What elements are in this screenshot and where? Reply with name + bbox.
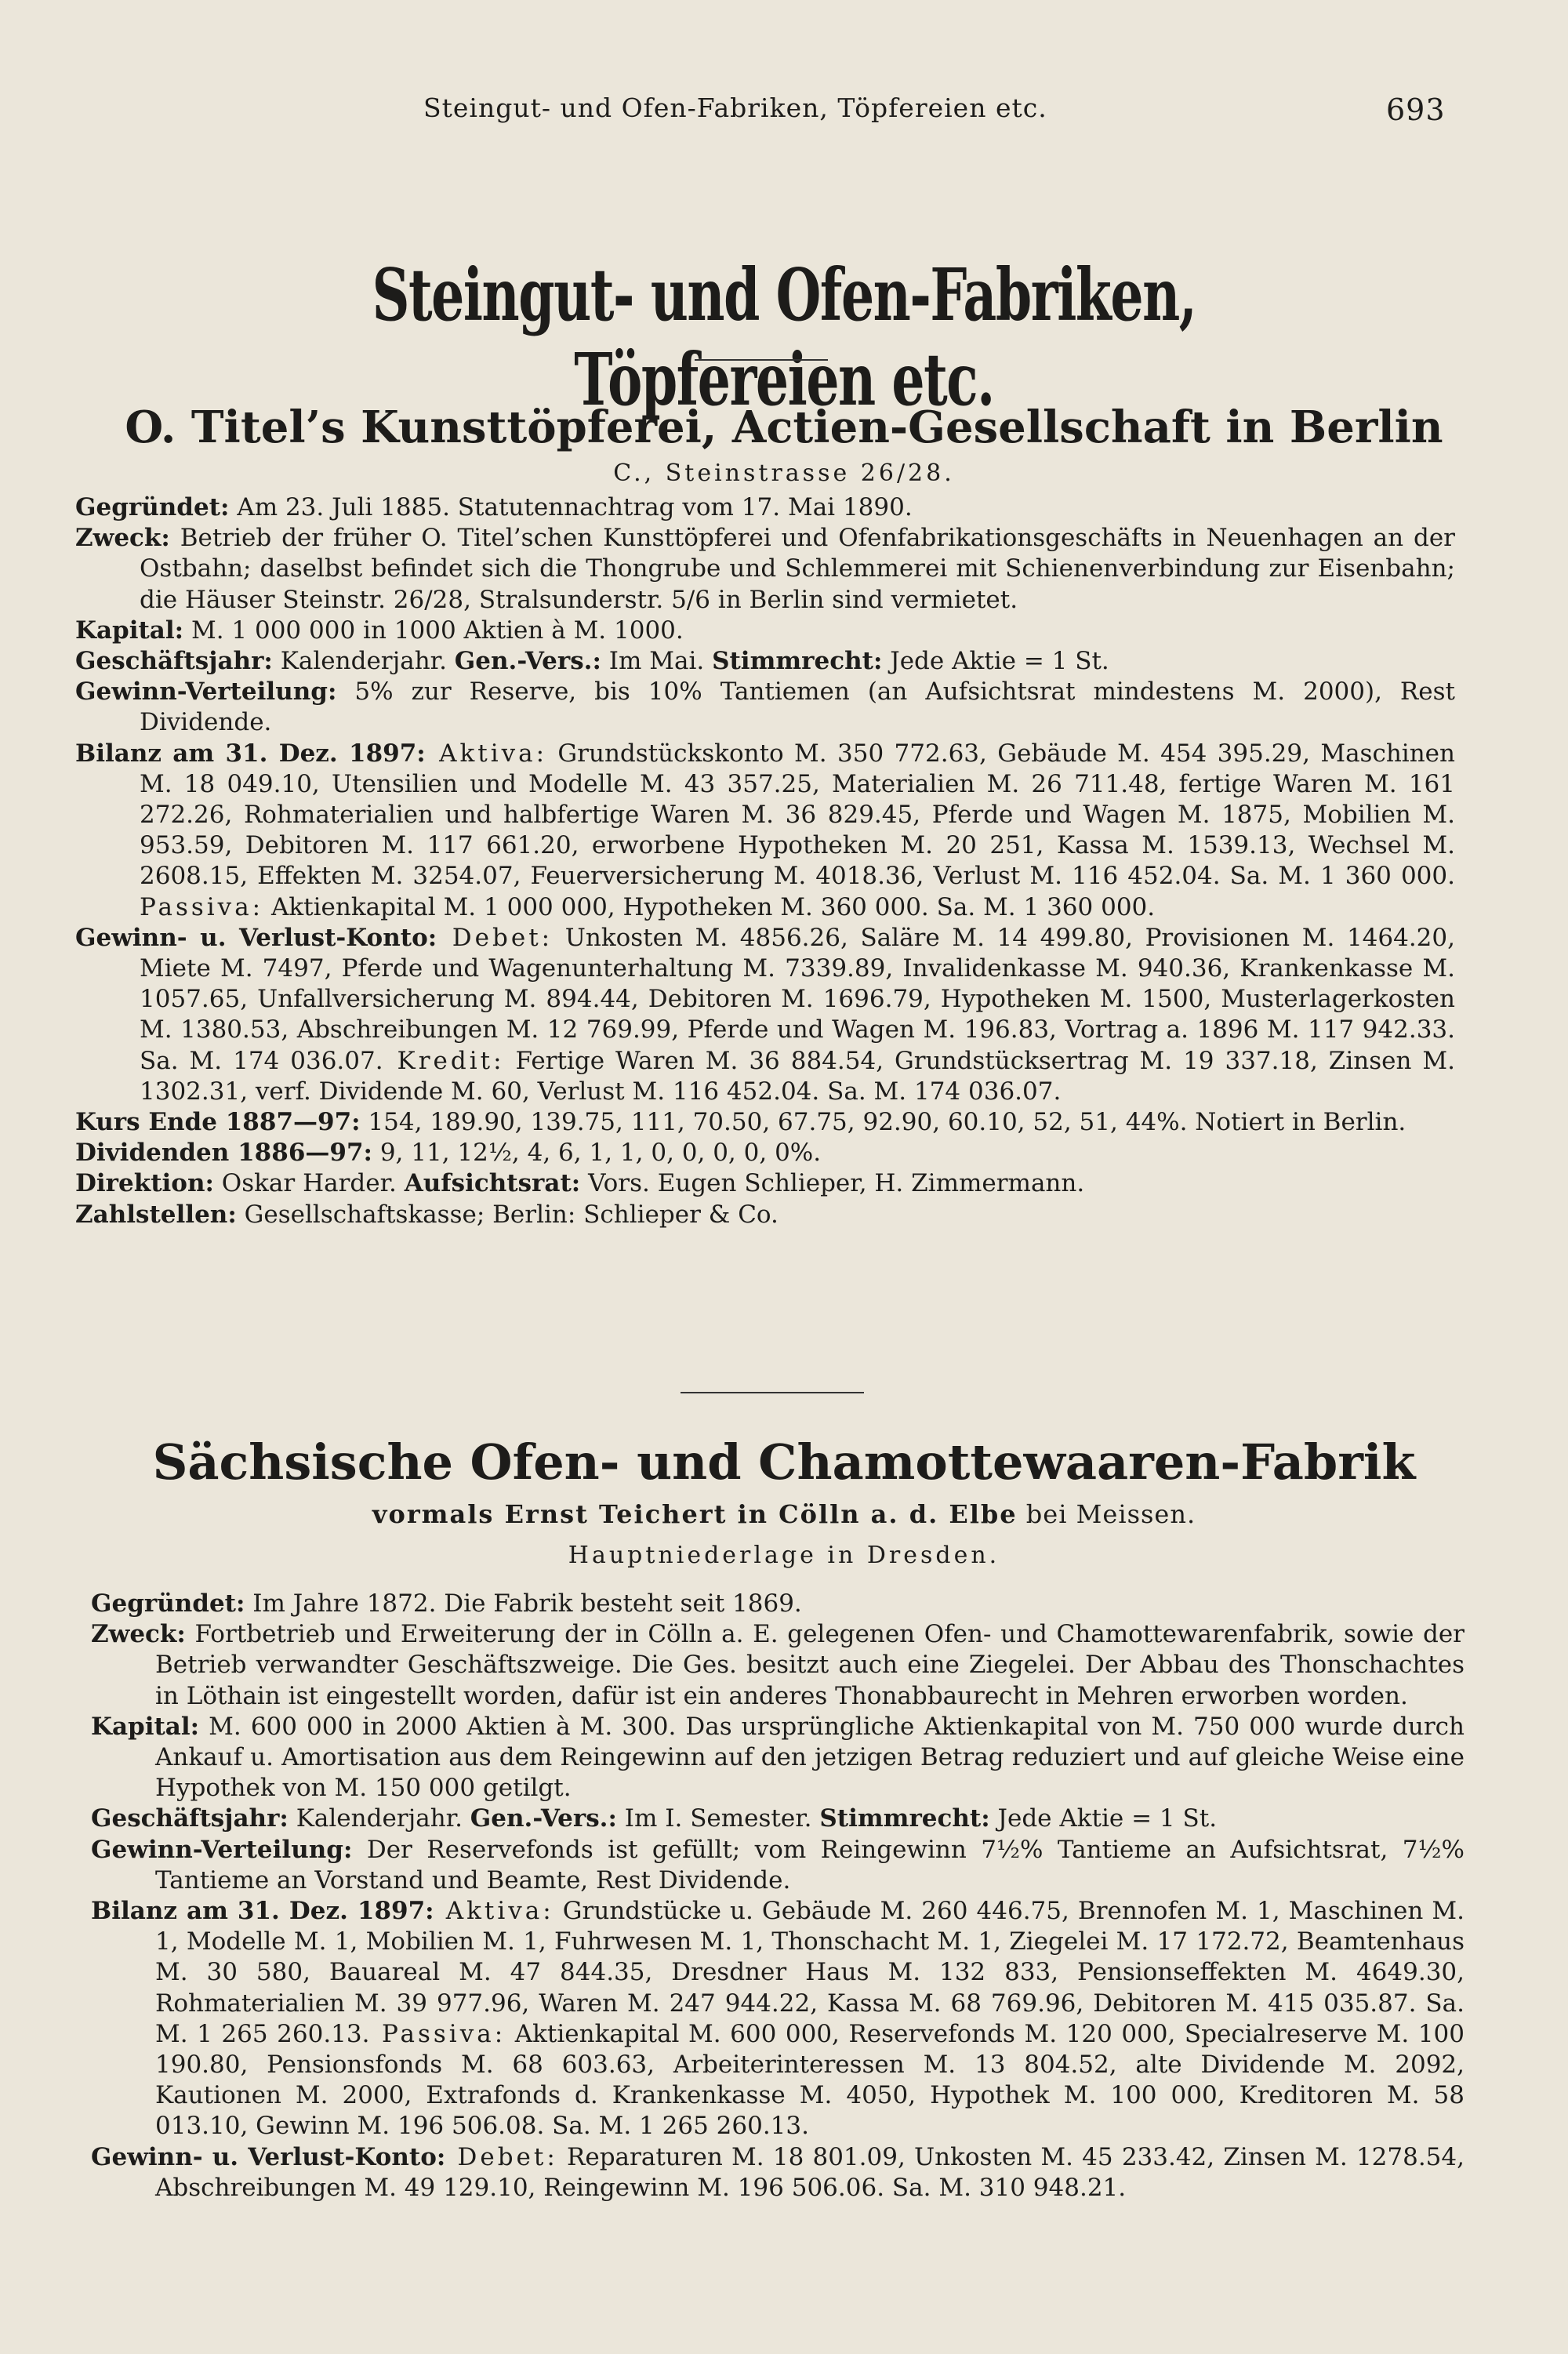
entry-label: Kurs Ende 1887—97: [75, 1108, 361, 1137]
entry-text: Jede Aktie = 1 St. [989, 1804, 1218, 1833]
entry-sublabel: Debet: [445, 2142, 558, 2171]
divider [681, 1392, 864, 1393]
entry-share-price [75, 1107, 1455, 1138]
entry-text: Aktienkapital M. 1 000 000, Hypotheken M. 360 000. Sa. M. 1 360 000. [263, 892, 1156, 921]
entry-label: Dividenden 1886—97: [75, 1139, 372, 1168]
company-entries [75, 492, 1455, 1230]
entry-label: Gewinn- u. Verlust-Konto: [91, 2142, 446, 2171]
entry-text: Vors. Eugen Schlieper, H. Zimmermann. [580, 1169, 1085, 1198]
entry-sublabel: Aktiva: [434, 1897, 554, 1926]
entry-text: Der Reservefonds ist gefüllt; vom Reingewinn 7½% Tantieme an Aufsichtsrat, 7½% Tantieme an Vorstand und Beamte, Rest Dividende. [155, 1835, 1465, 1894]
entry-label: Gen.-Vers.: [454, 647, 601, 676]
entry-profit-loss [91, 2142, 1465, 2203]
entry-text: M. 1 000 000 in 1000 Aktien à M. 1000. [183, 616, 684, 645]
section-title: Steingut- und Ofen-Fabriken, Töpfereien etc. [372, 252, 1196, 422]
entry-label: Gegründet: [75, 493, 230, 521]
entry-paying-agents [75, 1200, 1455, 1230]
entry-label: Zahlstellen: [75, 1200, 237, 1229]
entry-text: Im Mai. [601, 647, 713, 676]
entry-label: Gewinn- u. Verlust-Konto: [75, 923, 437, 952]
entry-text: Reparaturen M. 18 801.09, Unkosten M. 45 233.42, Zinsen M. 1278.54, Abschreibungen M. 49 129.10, Reingewinn M. 196 506.06. Sa. M. 310 948.21. [155, 2142, 1465, 2202]
entry-text: Betrieb der früher O. Titel’schen Kunsttöpferei und Ofenfabrikationsgeschäfts in Neuenhagen an der Ostbahn; daselbst befindet sich die Thongrube und Schlemmerei mit Schienenverbindung zur Eisenbahn; die Häuser Steinstr. 26/28, Stralsunderstr. 5/6 in Berlin sind vermietet. [140, 524, 1455, 614]
entry-text: Grundstücke u. Gebäude M. 260 446.75, Brennofen M. 1, Maschinen M. 1, Modelle M. 1, Mobilien M. 1, Fuhrwesen M. 1, Thonschacht M. 1, Ziegelei M. 17 172.72, Beamtenhaus M. 30 580, Bauareal M. 47 844.35, Dresdner Haus M. 132 833, Pensionseffekten M. 4649.30, Rohmaterialien M. 39 977.96, Waren M. 247 944.22, Kassa M. 68 769.96, Debitoren M. 415 035.87. Sa. M. 1 265 260.13. [155, 1897, 1465, 2048]
entry-label: Aufsichtsrat: [404, 1169, 581, 1198]
entry-label: Direktion: [75, 1169, 214, 1198]
entry-profit-distribution [91, 1835, 1465, 1896]
company-branch: Hauptniederlage in Dresden. [568, 1542, 1000, 1569]
entry-text: Oskar Harder. [213, 1169, 405, 1198]
divider [695, 359, 828, 361]
entry-label: Geschäftsjahr: [91, 1804, 289, 1833]
entry-text: 154, 189.90, 139.75, 111, 70.50, 67.75, 92.90, 60.10, 52, 51, 44%. Notiert in Berlin. [360, 1108, 1406, 1137]
entry-label: Gewinn-Verteilung: [75, 678, 337, 707]
entry-label: Bilanz am 31. Dez. 1897: [91, 1897, 434, 1926]
company-entries [91, 1589, 1465, 2203]
entry-text: Im Jahre 1872. Die Fabrik besteht seit 1869. [245, 1589, 802, 1618]
entry-founded [91, 1589, 1465, 1619]
entry-text: Kalenderjahr. [272, 647, 455, 676]
company-address: C., Steinstrasse 26/28. [613, 460, 955, 487]
entry-balance-sheet [75, 739, 1455, 923]
entry-sublabel: Aktiva: [425, 739, 548, 768]
entry-fiscal-year [75, 646, 1455, 677]
entry-text: Unkosten M. 4856.26, Saläre M. 14 499.80, Provisionen M. 1464.20, Miete M. 7497, Pferde und Wagenunterhaltung M. 7339.89, Invalidenkasse M. 940.36, Krankenkasse M. 1057.65, Unfallversicherung M. 894.44, Debitoren M. 1696.79, Hypotheken M. 1500, Musterlagerkosten M. 1380.53, Abschreibungen M. 12 769.99, Pferde und Wagen M. 196.83, Vortrag a. 1896 M. 117 942.33. Sa. M. 174 036.07. [140, 923, 1455, 1075]
entry-label: Kapital: [91, 1712, 200, 1741]
entry-text: M. 600 000 in 2000 Aktien à M. 300. Das ursprüngliche Aktienkapital von M. 750 000 wurde durch Ankauf u. Amortisation aus dem Reingewinn auf den jetzigen Betrag reduziert und auf gleiche Weise eine Hypothek von M. 150 000 getilgt. [155, 1712, 1465, 1803]
entry-purpose [75, 523, 1455, 616]
entry-fiscal-year [91, 1804, 1465, 1834]
entry-text: Grundstückskonto M. 350 772.63, Gebäude M. 454 395.29, Maschinen M. 18 049.10, Utensilien und Modelle M. 43 357.25, Materialien M. 26 711.48, fertige Waren M. 161 272.26, Rohmaterialien und halbfertige Waren M. 36 829.45, Pferde und Wagen M. 1875, Mobilien M. 953.59, Debitoren M. 117 661.20, erworbene Hypotheken M. 20 251, Kassa M. 1539.13, Wechsel M. 2608.15, Effekten M. 3254.07, Feuerversicherung M. 4018.36, Verlust M. 116 452.04. Sa. M. 1 360 000. [140, 739, 1455, 891]
entry-text: Gesellschaftskasse; Berlin: Schlieper & Co. [236, 1200, 779, 1229]
entry-capital [75, 616, 1455, 646]
entry-text: Am 23. Juli 1885. Statutennachtrag vom 17. Mai 1890. [229, 493, 913, 521]
entry-text: 9, 11, 12½, 4, 6, 1, 1, 0, 0, 0, 0, 0%. [372, 1139, 822, 1168]
entry-text: Kalenderjahr. [288, 1804, 470, 1833]
entry-capital [91, 1712, 1465, 1804]
page-number: 693 [1386, 93, 1446, 127]
entry-text: Fortbetrieb und Erweiterung der in Cölln a. E. gelegenen Ofen- und Chamottewarenfabrik, sowie der Betrieb verwandter Geschäftszweige. Die Ges. besitzt auch eine Ziegelei. Der Abbau des Thonschachtes in Löthain ist eingestellt worden, dafür ist ein anderes Thonabbaurecht in Mehren erworben worden. [155, 1620, 1465, 1710]
entry-label: Stimmrecht: [712, 647, 883, 676]
entry-label: Kapital: [75, 616, 184, 645]
entry-sublabel: Kredit: [383, 1046, 505, 1075]
entry-profit-distribution [75, 677, 1455, 738]
entry-balance-sheet [91, 1896, 1465, 2142]
subtitle-bold: vormals Ernst Teichert in Cölln a. d. Elbe [372, 1499, 1018, 1529]
entry-text: Jede Aktie = 1 St. [882, 647, 1109, 676]
entry-label: Gewinn-Verteilung: [91, 1835, 353, 1864]
entry-label: Zweck: [75, 524, 170, 553]
entry-sublabel: Passiva: [140, 892, 264, 921]
entry-label: Gegründet: [91, 1589, 245, 1618]
company-title: Sächsische Ofen- und Chamottewaaren-Fabrik [152, 1433, 1416, 1491]
company-subtitle [0, 1499, 1568, 1529]
entry-label: Stimmrecht: [819, 1804, 990, 1833]
entry-management [75, 1168, 1455, 1199]
entry-text: Aktienkapital M. 600 000, Reservefonds M. 120 000, Specialreserve M. 100 190.80, Pensionsfonds M. 68 603.63, Arbeiterinteressen M. 13 804.52, alte Dividende M. 2092, Kautionen M. 2000, Extrafonds d. Krankenkasse M. 4050, Hypothek M. 100 000, Kreditoren M. 58 013.10, Gewinn M. 196 506.08. Sa. M. 1 265 260.13. [155, 2019, 1465, 2141]
entry-text: Im I. Semester. [616, 1804, 820, 1833]
entry-sublabel: Debet: [437, 923, 554, 952]
subtitle-rest: bei Meissen. [1017, 1499, 1196, 1529]
entry-founded [75, 492, 1455, 523]
entry-label: Geschäftsjahr: [75, 647, 273, 676]
entry-profit-loss [75, 923, 1455, 1107]
entry-label: Zweck: [91, 1620, 186, 1649]
entry-label: Gen.-Vers.: [470, 1804, 617, 1833]
entry-dividends [75, 1138, 1455, 1168]
entry-purpose [91, 1619, 1465, 1712]
running-head-title: Steingut- und Ofen-Fabriken, Töpfereien etc. [423, 93, 1047, 123]
entry-text: 5% zur Reserve, bis 10% Tantiemen (an Aufsichtsrat mindestens M. 2000), Rest Dividende. [140, 678, 1455, 737]
company-title: O. Titel’s Kunsttöpferei, Actien-Gesellschaft in Berlin [125, 401, 1443, 453]
entry-text: Fertige Waren M. 36 884.54, Grundstücksertrag M. 19 337.18, Zinsen M. 1302.31, verf. Dividende M. 60, Verlust M. 116 452.04. Sa. M. 174 036.07. [140, 1046, 1455, 1106]
entry-sublabel: Passiva: [369, 2019, 506, 2048]
entry-label: Bilanz am 31. Dez. 1897: [75, 739, 426, 768]
